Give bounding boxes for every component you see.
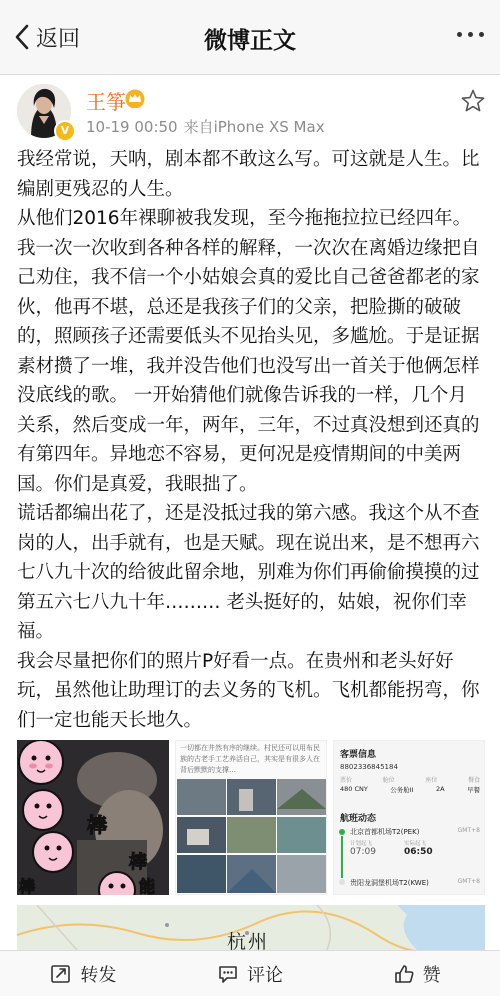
post-header <box>0 74 500 144</box>
crown-icon <box>124 88 146 108</box>
depart-actual-time: 06:50 <box>404 847 433 857</box>
arrive-timezone: GMT+8 <box>457 878 480 885</box>
ticket-labels <box>340 775 480 784</box>
comment-icon <box>217 963 239 985</box>
ticket-value: 公务舱II <box>390 786 414 794</box>
depart-dot-icon <box>339 829 345 835</box>
post-paragraph: 我会尽量把你们的照片P好看一点。在贵州和老头好好玩，虽然他让助理订的去义务的飞机。飞机都能拐弯，你们一定也能天长地久。 <box>17 650 480 731</box>
post-image-stickers[interactable] <box>17 740 169 895</box>
ticket-label: 舱位 <box>382 777 395 784</box>
ticket-label: 座位 <box>425 777 438 784</box>
verified-badge-icon: V <box>54 120 76 142</box>
depart-airport: 北京首都机场T2(PEK) <box>350 828 420 836</box>
photo-grid-caption: 一切都在井然有序的继续。村民还可以用布民族的古老手工艺养活自己，其实是有很多人在背后默默的支撑… <box>180 744 320 774</box>
ticket-value: 早餐 <box>466 786 480 794</box>
post-paragraph: 谎话都编出花了，还是没抵过我的第六感。我这个从不查岗的人，出手就有，也是天赋。现在说出来，是不想再六七八九十次的给彼此留余地，别难为你们再偷偷摸摸的过第五六七八九十年……… 老头挺好的，姑娘，祝你们幸福。 <box>17 503 480 642</box>
route-line <box>341 836 343 878</box>
author-name[interactable]: 王筝 <box>86 90 126 114</box>
favorite-star-icon[interactable] <box>460 88 486 114</box>
thumbs-up-icon <box>393 963 415 985</box>
repost-icon <box>50 963 72 985</box>
ticket-value: 2A <box>435 785 445 793</box>
ticket-label: 票价 <box>340 777 353 784</box>
post-content <box>17 145 485 735</box>
map-city-label: 杭州 <box>227 931 270 950</box>
comment-button[interactable] <box>167 951 334 996</box>
post-image-flight-ticket[interactable] <box>333 740 485 895</box>
ticket-section-title: 航班动态 <box>340 814 377 824</box>
sticker-text: 棒 <box>129 852 147 873</box>
post-paragraph: 从他们2016年裸聊被我发现，至今拖拖拉拉已经四年。我一次一次收到各种各样的解释，一次次在离婚边缘把自己劝住，我不信一个小姑娘会真的爱比自己爸爸都老的家伙，他再不堪，总还是我孩子们的父亲，把脸撕的破破的，照顾孩子还需要低头不见抬头见，多尴尬。于是证据素材攒了一堆，我并没告他们也没写出一首关于他俩怎样没底线的歌。 一开始猜他们就像告诉我的一样，几个月关系，然后变成一年，两年，三年，不过真没想到还真的有第四年。异地恋不容易，更何况是疫情期间的中美两国。你们是真爱，我眼拙了。 <box>17 208 480 495</box>
page-title: 微博正文 <box>204 28 296 54</box>
post-image-map[interactable] <box>17 905 485 950</box>
repost-button[interactable] <box>0 951 167 996</box>
bottom-toolbar <box>0 950 500 996</box>
depart-plan-label: 计划起飞 <box>350 841 373 847</box>
sticker-text: 棒 <box>87 813 107 837</box>
sticker-photo <box>17 740 169 895</box>
like-button[interactable] <box>333 951 500 996</box>
arrive-airport: 贵阳龙洞堡机场T2(KWE) <box>350 879 429 887</box>
sticker-text: 棒 <box>19 877 36 895</box>
repost-label: 转发 <box>80 964 117 986</box>
post-time: 10-19 00:50 <box>86 118 178 136</box>
ticket-value: 480 CNY <box>340 785 368 793</box>
back-button[interactable] <box>14 22 80 52</box>
ticket-values <box>340 785 480 794</box>
depart-timezone: GMT+8 <box>457 827 480 834</box>
sticker-text: 能 <box>139 877 156 895</box>
depart-plan-time: 07:09 <box>350 847 376 857</box>
more-dot-icon <box>479 32 484 37</box>
ticket-number: 8802336845184 <box>340 763 398 771</box>
chevron-left-icon <box>14 24 30 50</box>
post-image-photo-grid[interactable] <box>175 740 327 895</box>
ticket-label: 餐食 <box>467 777 480 784</box>
like-label: 赞 <box>422 964 441 986</box>
photo-grid <box>177 779 327 894</box>
post-paragraph: 我经常说，天呐，剧本都不敢这么写。可这就是人生。比编剧更残忍的人生。 <box>17 149 480 200</box>
post-source: 来自iPhone XS Max <box>183 118 325 136</box>
comment-label: 评论 <box>247 964 283 986</box>
post-images <box>17 740 485 900</box>
back-label: 返回 <box>36 26 81 52</box>
depart-actual-label: 实际起飞 <box>404 841 427 847</box>
nav-bar <box>0 0 500 75</box>
post-meta <box>86 116 325 137</box>
more-dot-icon <box>468 32 473 37</box>
arrive-dot-icon <box>339 879 345 885</box>
more-button[interactable] <box>457 32 484 37</box>
more-dot-icon <box>457 32 462 37</box>
ticket-section-title: 客票信息 <box>340 750 377 760</box>
